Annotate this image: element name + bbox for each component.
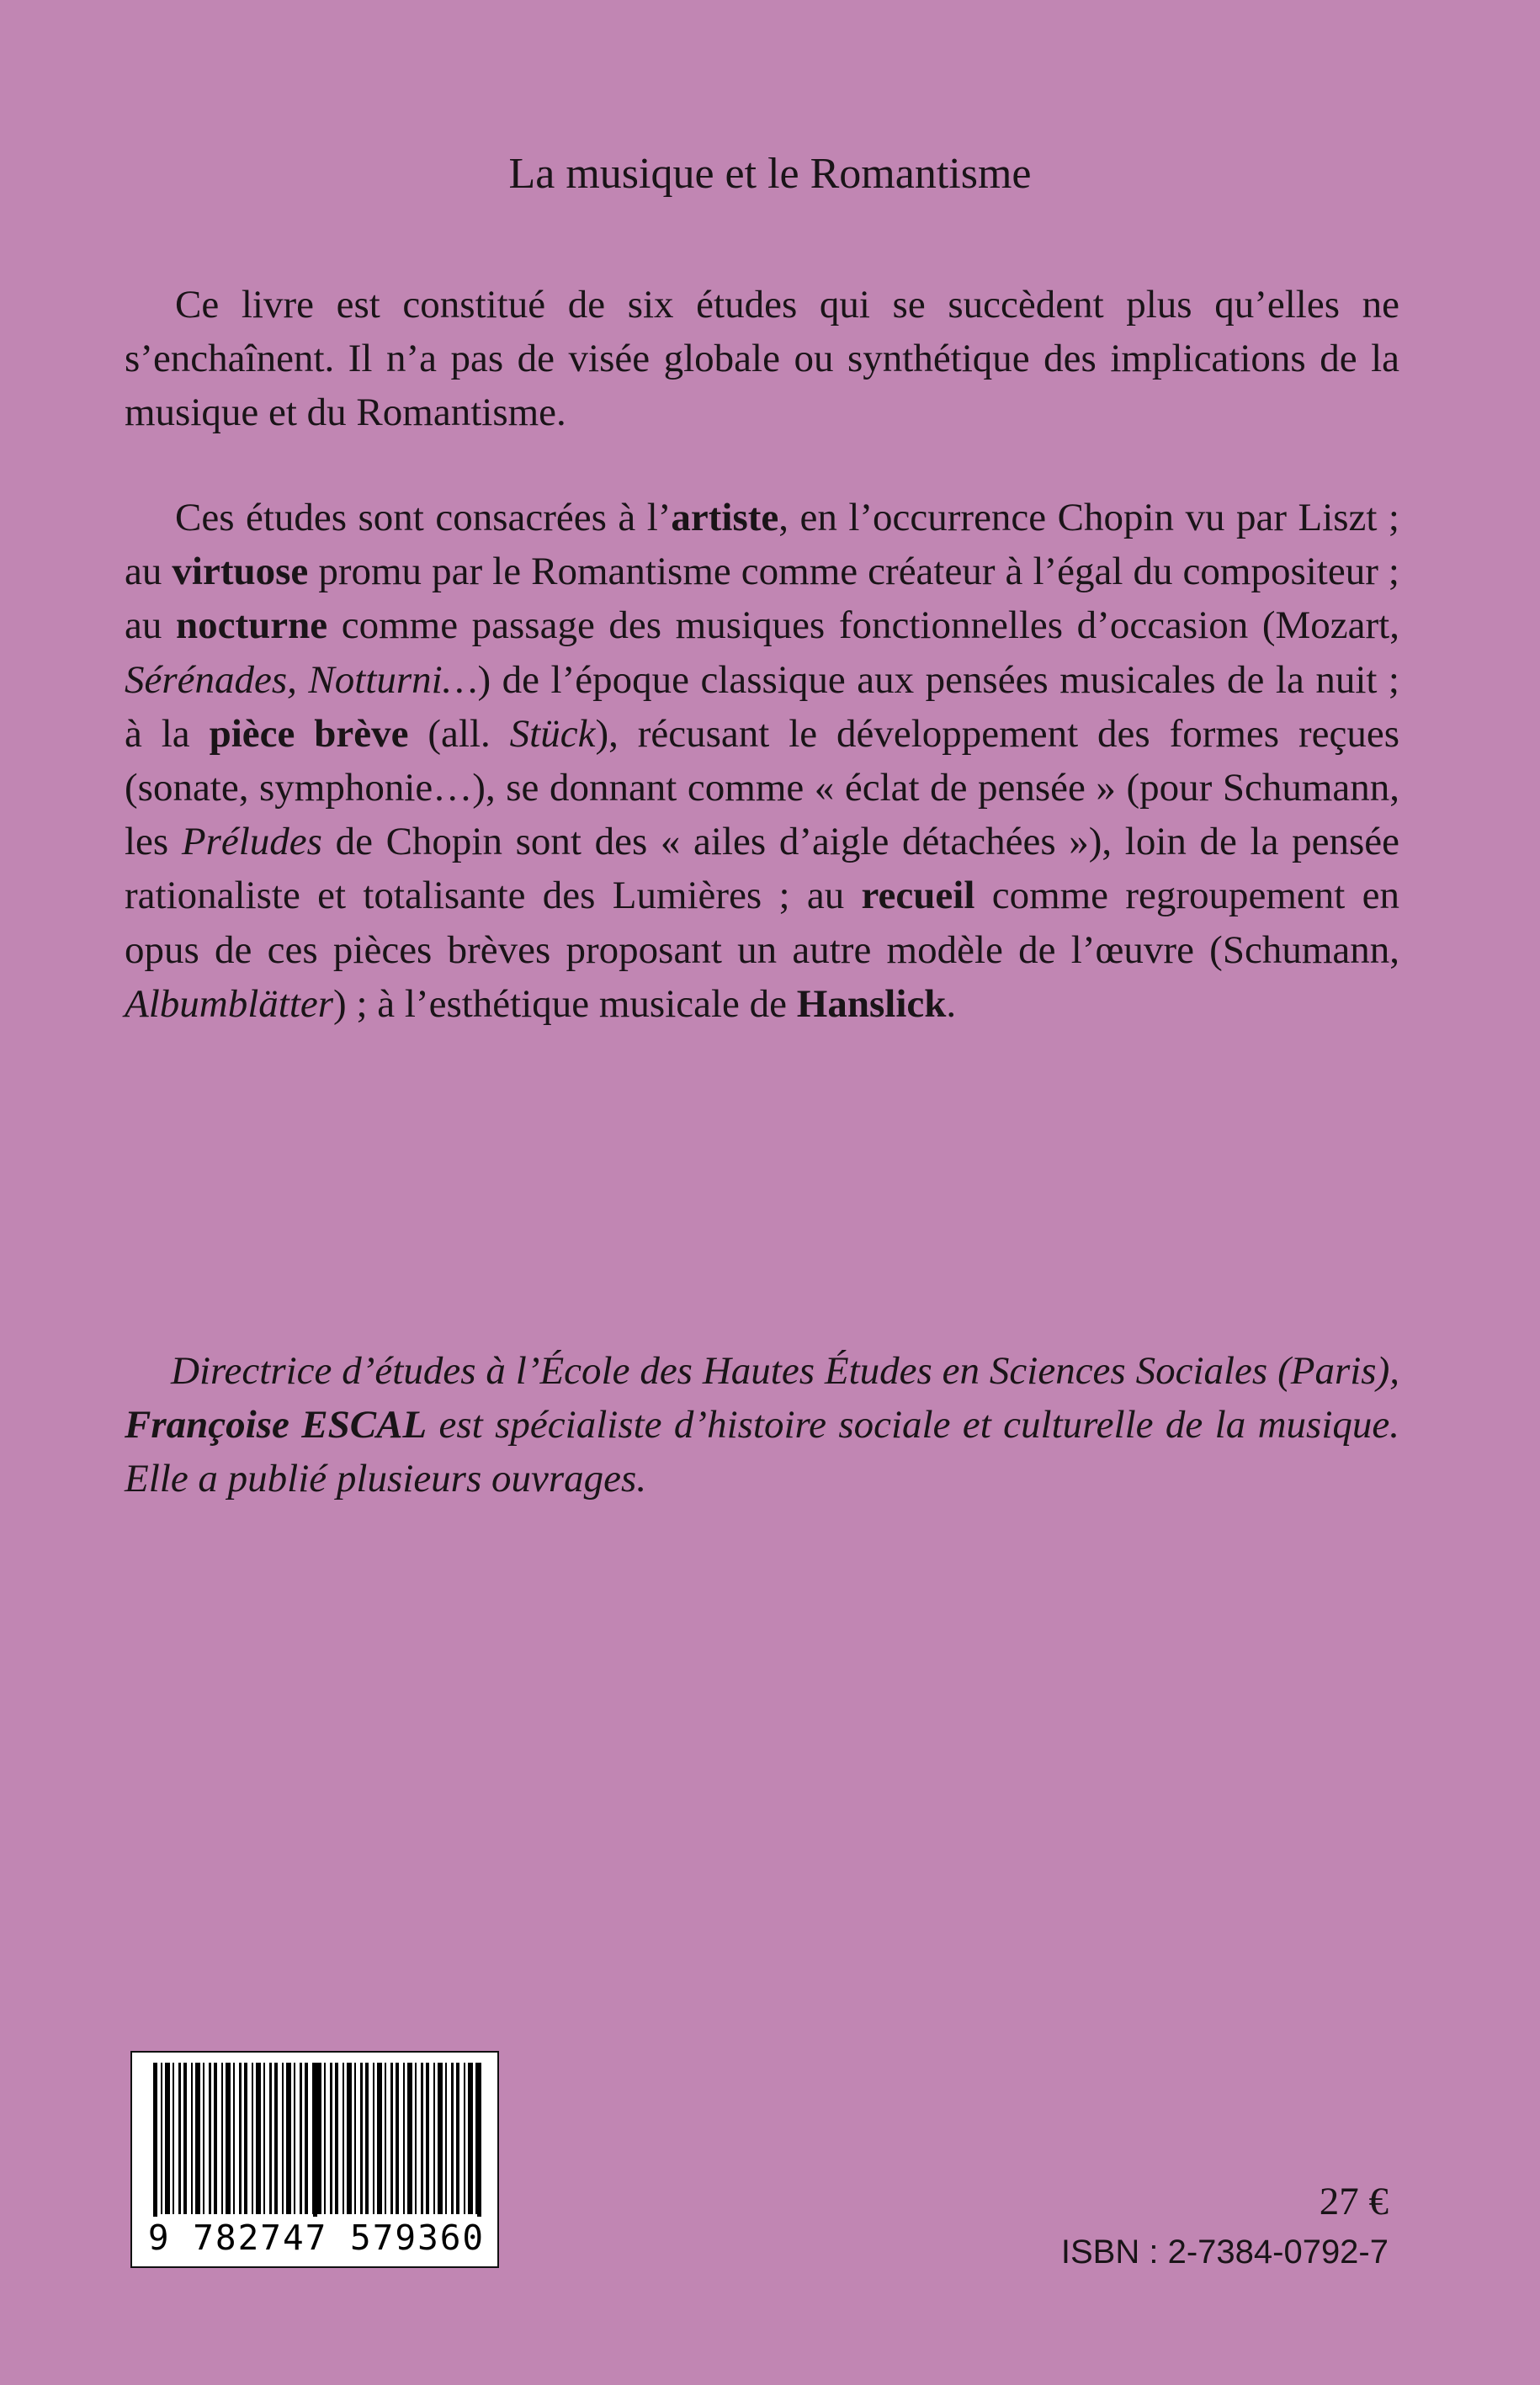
text-segment: , en l’occurrence Chopin vu par Liszt ; au	[125, 496, 1399, 594]
author-name: Françoise ESCAL	[125, 1403, 427, 1447]
title-albumblatter: Albumblätter	[125, 981, 334, 1026]
book-title: La musique et le Romantisme	[508, 150, 1032, 198]
term-stuck: Stück	[509, 711, 596, 756]
bio-text: Directrice d’études à l’École des Hautes Études en Sciences Sociales (Paris),	[171, 1349, 1399, 1393]
text-segment: Ces études sont consacrées à l’	[175, 496, 672, 539]
summary-paragraph-2	[125, 491, 1399, 1031]
text-segment: promu par le Romantisme comme créateur à l’égal du compositeur ; au	[125, 550, 1399, 648]
barcode-guard-left	[153, 2063, 157, 2235]
bio-text: est spécialiste d’histoire sociale et culturelle de la musique. Elle a publié plusieurs ouvrages.	[125, 1403, 1400, 1501]
barcode-guard-right	[477, 2063, 481, 2235]
keyword-recueil: recueil	[861, 874, 975, 918]
text-segment: comme regroupement en opus de ces pièces brèves proposant un autre modèle de l’œuvre (Schumann,	[125, 874, 1399, 972]
title-preludes: Préludes	[181, 820, 322, 864]
barcode	[130, 2051, 499, 2268]
text-segment: ), récusant le développement des formes reçues (sonate, symphonie…), se donnant comme « éclat de pensée » (pour Schumann, les	[125, 711, 1399, 864]
text-segment: ) de l’époque classique aux pensées musicales de la nuit ; à la	[125, 657, 1399, 756]
keyword-hanslick: Hanslick	[796, 981, 947, 1026]
text-segment: (all.	[408, 711, 510, 756]
barcode-digits: 9 782747 579360	[141, 2217, 492, 2259]
text-segment: de Chopin sont des « ailes d’aigle détachées »), loin de la pensée rationaliste et totalisante des Lumières ; au	[125, 820, 1399, 918]
keyword-piece-breve: pièce brève	[209, 711, 409, 756]
summary-paragraph-1	[125, 278, 1399, 440]
text-segment: ) ; à l’esthétique musicale de	[333, 981, 797, 1026]
text-segment: comme passage des musiques fonctionnelles d’occasion (Mozart,	[327, 603, 1399, 648]
barcode-bars	[153, 2063, 481, 2214]
summary-text: Ce livre est constitué de six études qui se succèdent plus qu’elles ne s’enchaînent. Il n’a pas de visée globale ou synthétique des implications de la musique et du Romantisme.	[125, 283, 1399, 435]
author-bio	[125, 1344, 1399, 1506]
keyword-virtuose: virtuose	[172, 550, 309, 594]
keyword-nocturne: nocturne	[175, 603, 328, 648]
isbn: ISBN : 2-7384-0792-7	[1060, 2234, 1389, 2271]
barcode-guard-center	[313, 2063, 317, 2235]
title-serenades: Sérénades, Notturni…	[125, 657, 478, 702]
price: 27 €	[1319, 2180, 1389, 2223]
keyword-artiste: artiste	[671, 496, 779, 539]
text-segment: .	[946, 981, 957, 1026]
